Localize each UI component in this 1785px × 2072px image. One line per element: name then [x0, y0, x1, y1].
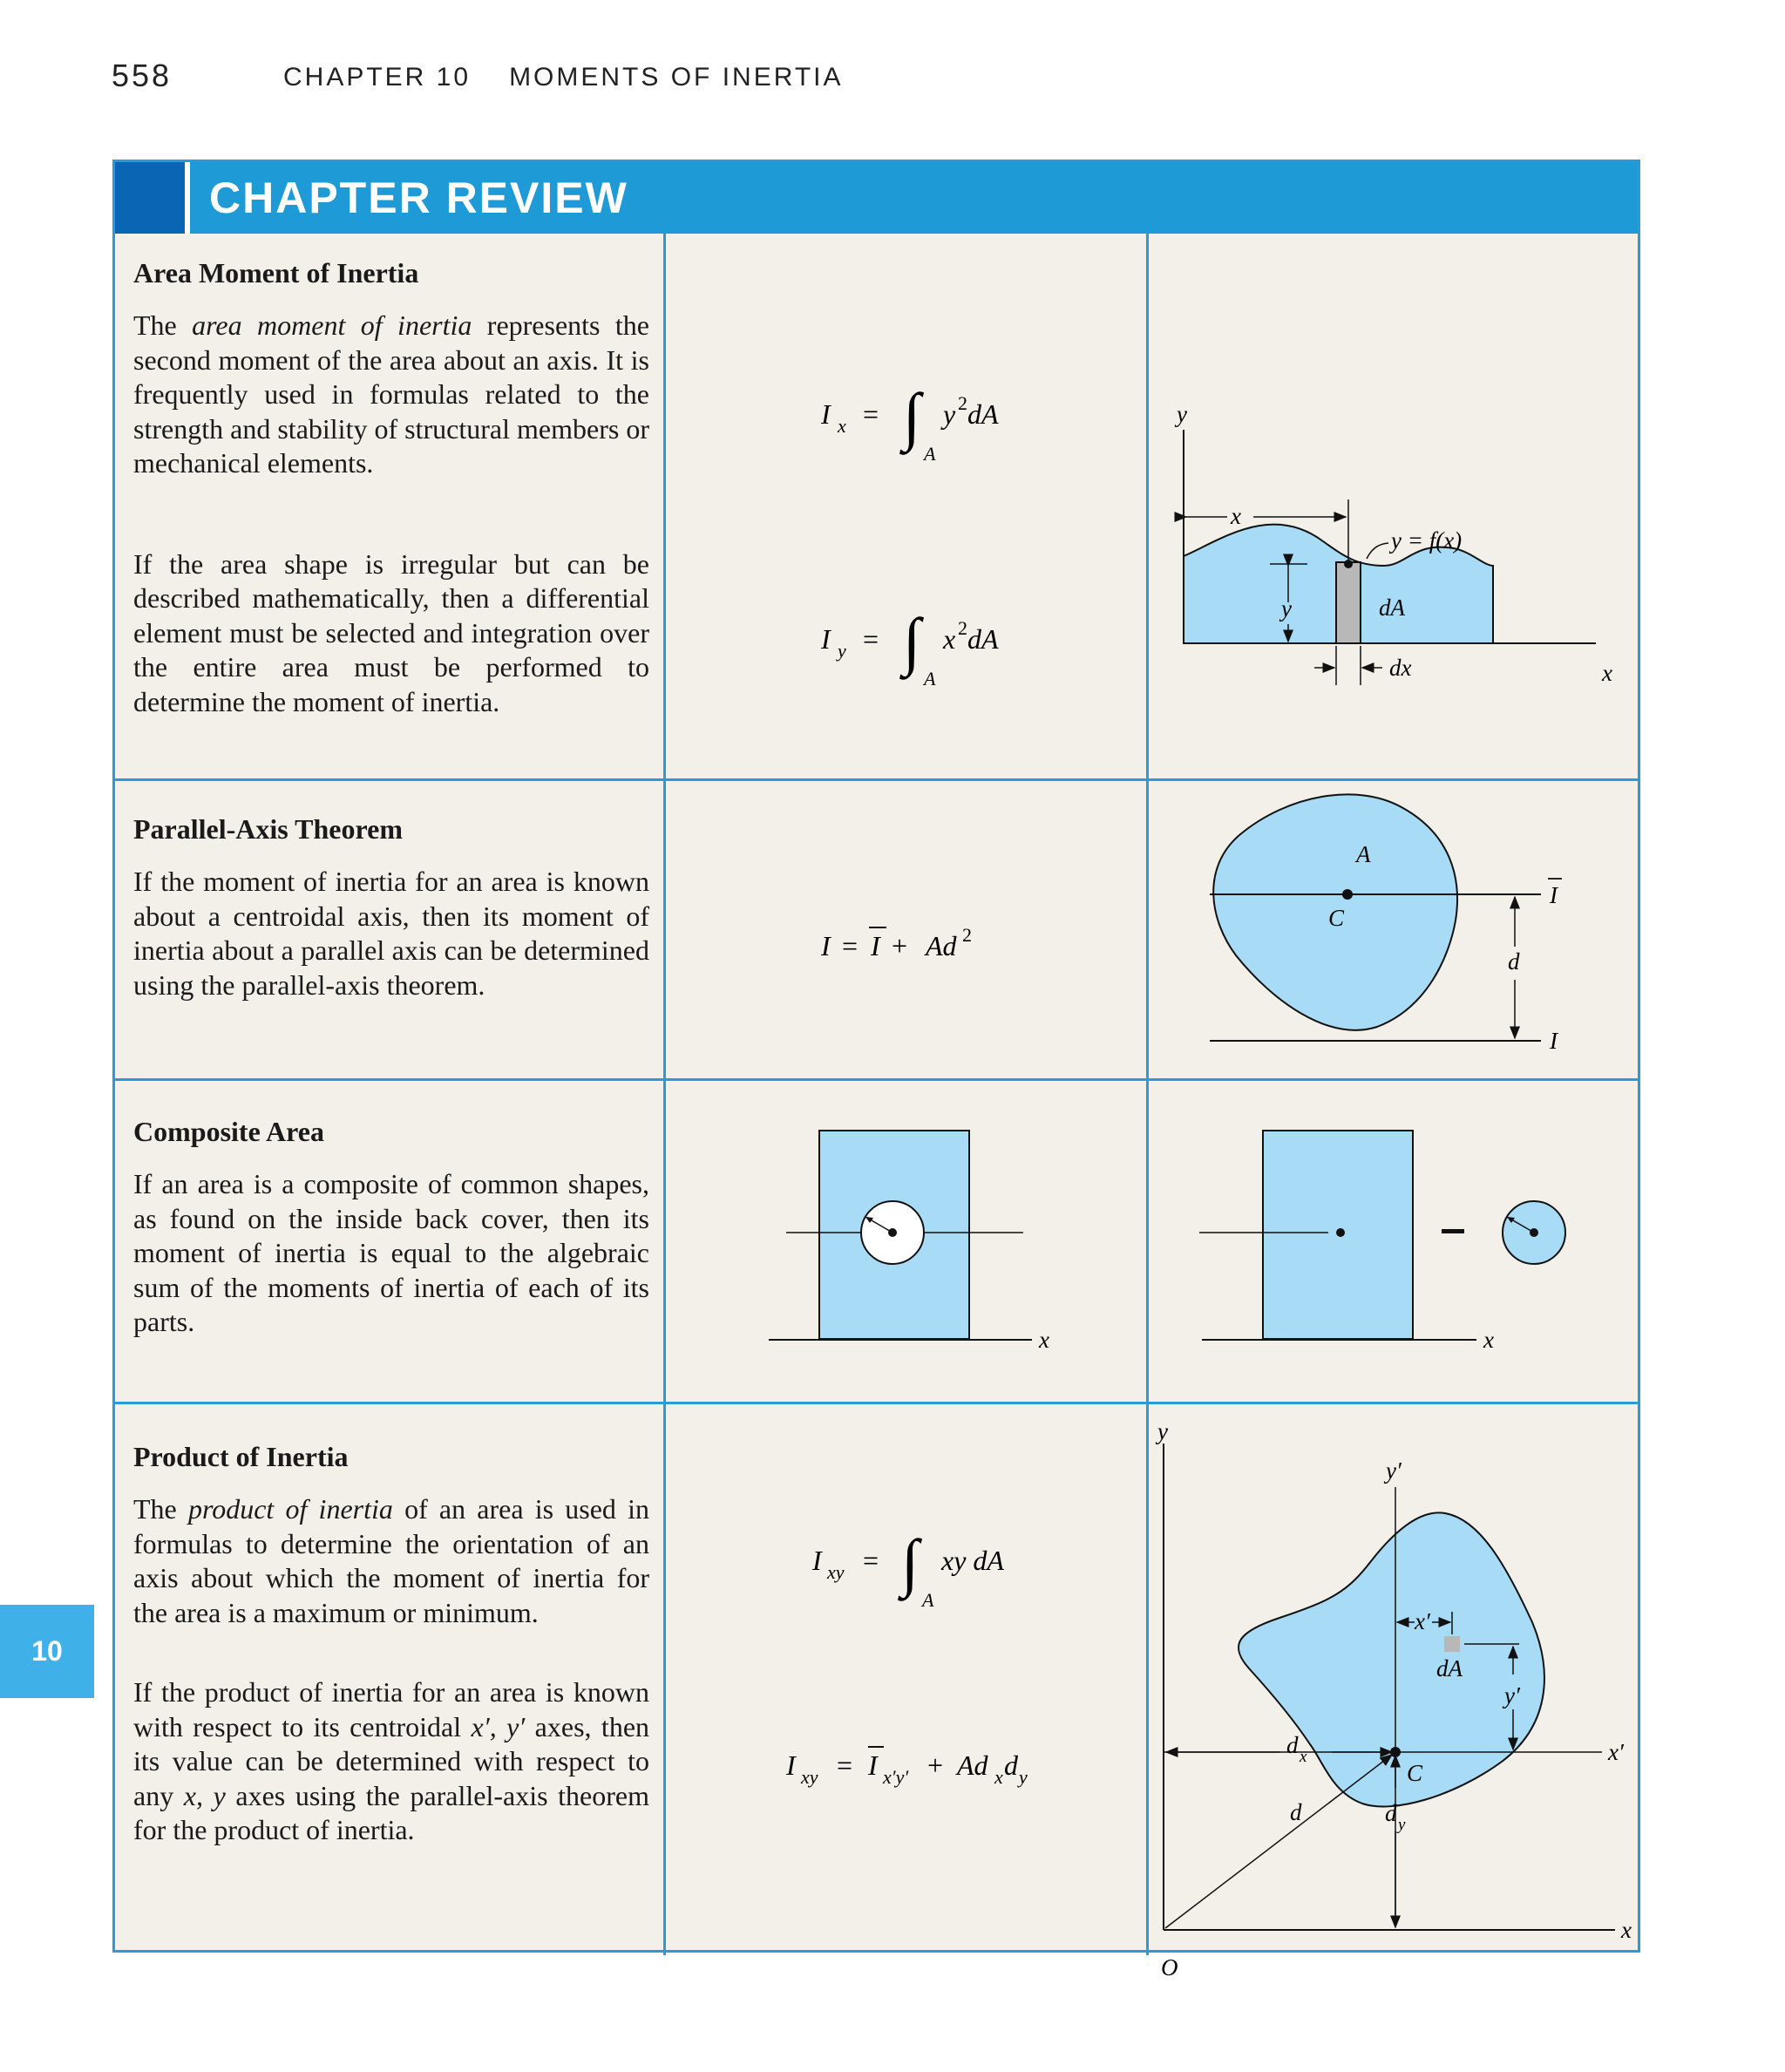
d-label: d: [1290, 1799, 1302, 1825]
svg-text:=: =: [863, 398, 879, 430]
svg-text:xy dA: xy dA: [941, 1545, 1004, 1576]
ix-equation: [812, 354, 1126, 476]
y-axis-label: y: [1177, 401, 1187, 427]
ixy-equation: [804, 1500, 1135, 1622]
svg-text:dA: dA: [967, 623, 999, 655]
dA-label: dA: [1379, 594, 1405, 621]
i-label: I: [1550, 1028, 1558, 1054]
svg-text:+: +: [885, 930, 915, 961]
svg-text:A: A: [924, 443, 936, 465]
minus-sign: [1442, 1229, 1464, 1233]
parallel-axis-equation: [812, 912, 1126, 982]
origin-label: O: [1161, 1954, 1178, 1980]
x-axis-label: x: [1039, 1327, 1049, 1353]
area-moment-paragraph: The area moment of inertia represents the second moment of the area about an axis. It is frequently used in formulas related to the strength and stability of structural members or mechanical elements.: [133, 309, 649, 479]
svg-text:dA: dA: [967, 398, 999, 430]
y-dimension-label: y: [1281, 595, 1292, 622]
y-axis-label: y: [1157, 1418, 1168, 1444]
parallel-axis-text: [133, 813, 649, 1002]
dA-label: dA: [1436, 1655, 1463, 1681]
chapter-tab: 10: [0, 1605, 94, 1698]
svg-text:Ad: Ad: [957, 1749, 988, 1781]
x-axis-label: x: [1602, 660, 1612, 686]
dx-label: dx: [1389, 655, 1412, 681]
differential-strip: [1336, 562, 1361, 643]
svg-text:x′y′: x′y′: [883, 1766, 909, 1788]
irregular-shape-paragraph: If the area shape is irregular but can be described mathematically, then a differential element must be selected and integration over the entire area must be performed to determine the moment of inertia.: [133, 547, 649, 717]
product-inertia-figure: [1149, 1404, 1643, 1980]
dx-label: d: [1286, 1732, 1299, 1758]
svg-text:I: I: [812, 1545, 822, 1576]
product-parallel-paragraph: If the product of inertia for an area is known with respect to its centroidal x′, y′ axes, then its value can be determined with respect to any x, y axes using the parallel-axis theorem for the product of inertia.: [133, 1676, 650, 1845]
x-prime-axis-label: x′: [1608, 1739, 1624, 1765]
dA-element: [1444, 1636, 1460, 1652]
svg-text:y: y: [838, 640, 846, 662]
dy-label: d: [1385, 1800, 1397, 1826]
ibar-label: I: [1550, 882, 1558, 908]
svg-text:I: I: [821, 623, 831, 655]
x-axis-label: x: [1621, 1917, 1632, 1943]
centroid-label: C: [1407, 1760, 1423, 1786]
svg-text:I: I: [821, 398, 831, 430]
svg-text:x: x: [1300, 1748, 1307, 1766]
svg-text:+: +: [927, 1749, 944, 1781]
product-inertia-text: [133, 1441, 649, 1848]
svg-text:=: =: [837, 1749, 853, 1781]
svg-text:xy: xy: [801, 1766, 818, 1788]
chapter-title: MOMENTS OF INERTIA: [509, 63, 844, 92]
svg-text:xy: xy: [827, 1561, 845, 1583]
page-number: 558: [112, 58, 173, 93]
chapter-review-box: [112, 160, 1640, 1980]
y-prime-axis-label: y′: [1386, 1457, 1402, 1484]
svg-text:x: x: [943, 623, 956, 655]
svg-text:I: I: [868, 1749, 878, 1781]
area-label: A: [1356, 841, 1371, 867]
svg-text:=: =: [863, 623, 879, 655]
parallel-axis-paragraph: If the moment of inertia for an area is known about a centroidal axis, then its moment of inertia about a parallel axis can be determined using the parallel-axis theorem.: [133, 866, 649, 1001]
composite-area-figure: [666, 1081, 1640, 1402]
svg-text:x: x: [994, 1766, 1003, 1788]
parallel-axis-figure: [1149, 781, 1643, 1078]
integral-sign: ∫: [903, 381, 921, 452]
running-header: [283, 63, 844, 92]
svg-text:A: A: [922, 1589, 934, 1611]
product-inertia-paragraph: The product of inertia of an area is used in formulas to determine the orientation of an axis about which the moment of inertia for the area is a maximum or minimum.: [133, 1493, 650, 1628]
svg-text:y: y: [943, 398, 956, 430]
centroid-label: C: [1328, 905, 1345, 931]
svg-text:I: I: [786, 1749, 796, 1781]
svg-text:2: 2: [958, 392, 967, 414]
svg-text:d: d: [1004, 1749, 1018, 1781]
composite-paragraph: If an area is a composite of common shapes, as found on the inside back cover, then its moment of inertia is equal to the algebraic sum of the moments of inertia of each of its parts.: [133, 1168, 649, 1337]
integral-sign: ∫: [901, 1527, 920, 1599]
svg-text:A: A: [924, 668, 936, 690]
integral-sign: ∫: [903, 606, 921, 677]
section-title: Parallel-Axis Theorem: [133, 813, 403, 845]
svg-text:I: I: [821, 930, 831, 961]
composite-text: [133, 1116, 649, 1340]
area-moment-text: [133, 257, 649, 719]
section-title: Area Moment of Inertia: [133, 257, 419, 289]
differential-element-figure: [1149, 236, 1643, 777]
svg-text:=: =: [863, 1545, 879, 1576]
svg-text:Ad: Ad: [926, 930, 957, 961]
d-label: d: [1508, 948, 1520, 975]
svg-text:=: =: [835, 930, 865, 961]
y-prime-dimension-label: y′: [1504, 1682, 1520, 1709]
x-axis-label: x: [1483, 1327, 1494, 1353]
svg-text:x: x: [838, 415, 846, 437]
svg-text:y: y: [1019, 1766, 1028, 1788]
section-title: Product of Inertia: [133, 1441, 349, 1472]
svg-text:2: 2: [962, 924, 972, 946]
x-dimension-label: x: [1231, 503, 1241, 529]
svg-text:I: I: [871, 930, 880, 961]
svg-text:2: 2: [958, 617, 967, 639]
iy-equation: [812, 579, 1126, 701]
chapter-label: CHAPTER 10: [283, 63, 472, 92]
x-prime-dimension-label: x′: [1415, 1608, 1430, 1634]
ixy-parallel-equation: [777, 1731, 1126, 1810]
curve-label: y = f(x): [1391, 527, 1463, 554]
section-title: Composite Area: [133, 1116, 324, 1147]
svg-text:y: y: [1398, 1816, 1406, 1834]
chapter-review-title: CHAPTER REVIEW: [209, 173, 628, 222]
